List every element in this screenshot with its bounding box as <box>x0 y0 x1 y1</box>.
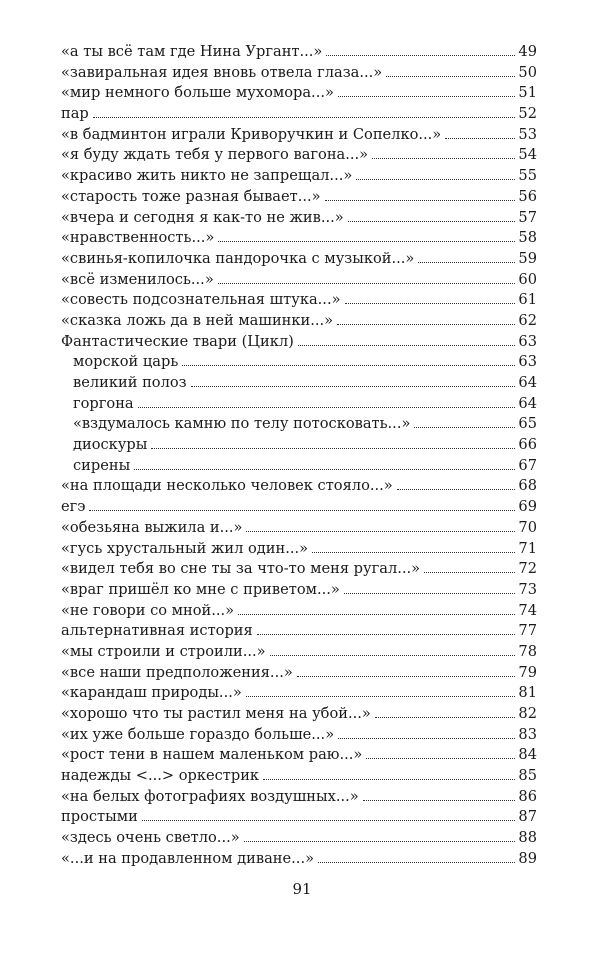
dot-leader <box>318 862 515 863</box>
toc-entry-title: простыми <box>61 808 138 826</box>
dot-leader <box>138 407 516 408</box>
toc-entry-title: великий полоз <box>73 374 187 391</box>
toc-entry-page: 71 <box>518 539 537 557</box>
toc-entry-title: «старость тоже разная бывает...» <box>61 187 321 205</box>
dot-leader <box>151 448 515 449</box>
toc-entry-page: 83 <box>518 725 537 743</box>
toc-entry-page: 55 <box>518 167 537 185</box>
toc-entry-title: «видел тебя во сне ты за что-то меня ругал...» <box>61 560 421 578</box>
dot-leader <box>142 820 516 821</box>
toc-entry <box>61 663 537 684</box>
toc-entry-title: пар <box>61 105 89 123</box>
toc-entry-page: 68 <box>518 477 537 495</box>
toc-entry <box>61 642 537 663</box>
toc-entry-page: 63 <box>518 353 537 371</box>
dot-leader <box>372 158 515 159</box>
dot-leader <box>344 593 516 594</box>
toc-entry-title: «красиво жить никто не запрещал...» <box>61 167 353 185</box>
toc-entry-title: «я буду ждать тебя у первого вагона...» <box>61 146 369 164</box>
toc-entry-page: 73 <box>518 580 537 598</box>
toc-entry-page: 77 <box>518 622 537 640</box>
toc-entry-page: 86 <box>518 787 537 805</box>
toc-entry <box>61 311 537 332</box>
page-number: 91 <box>292 880 312 898</box>
toc-entry-title: «в бадминтон играли Криворучкин и Сопелко...» <box>61 125 442 143</box>
toc-entry-title: «гусь хрустальный жил один...» <box>61 539 309 557</box>
toc-entry-title: альтернативная история <box>61 622 253 640</box>
toc-entry <box>61 559 537 580</box>
toc-entry <box>61 104 537 125</box>
dot-leader <box>337 324 515 325</box>
dot-leader <box>445 138 515 139</box>
toc-entry <box>61 828 537 849</box>
toc-entry <box>61 601 537 622</box>
toc-entry-page: 70 <box>518 518 537 536</box>
toc-entry <box>61 539 537 560</box>
toc-entry-title: егэ <box>61 498 86 516</box>
toc-entry-title: «на белых фотографиях воздушных...» <box>61 787 359 805</box>
toc-entry-title: «а ты всё там где Нина Ургант...» <box>61 43 323 60</box>
toc-entry <box>61 580 537 601</box>
dot-leader <box>418 262 515 263</box>
toc-entry-page: 49 <box>518 43 537 60</box>
toc-entry-page: 62 <box>518 311 537 329</box>
toc-entry-title: «сказка ложь да в ней машинки...» <box>61 311 334 329</box>
toc-entry-page: 65 <box>518 415 537 433</box>
dot-leader <box>348 221 516 222</box>
toc-entry <box>61 166 537 187</box>
toc-entry-page: 87 <box>518 808 537 826</box>
toc-entry <box>61 394 537 415</box>
toc-entry-page: 64 <box>518 374 537 391</box>
dot-leader <box>424 572 515 573</box>
toc-entry-page: 66 <box>518 436 537 454</box>
dot-leader <box>363 800 516 801</box>
dot-leader <box>298 345 516 346</box>
toc-entry-page: 79 <box>518 663 537 681</box>
toc-entry-title: «мир немного больше мухомора...» <box>61 84 334 102</box>
toc-entry <box>61 456 537 477</box>
toc-entry-page: 74 <box>518 601 537 619</box>
toc-entry-title: «их уже больше гораздо больше...» <box>61 725 335 743</box>
table-of-contents <box>61 42 537 870</box>
toc-entry <box>61 187 537 208</box>
toc-entry-title: надежды <...> оркестрик <box>61 767 260 785</box>
toc-entry-page: 61 <box>518 291 537 309</box>
toc-entry-page: 81 <box>518 684 537 702</box>
toc-entry-page: 85 <box>518 767 537 785</box>
toc-entry-page: 51 <box>518 84 537 102</box>
toc-entry <box>61 518 537 539</box>
toc-entry <box>61 208 537 229</box>
dot-leader <box>366 758 515 759</box>
dot-leader <box>244 841 516 842</box>
dot-leader <box>325 200 516 201</box>
toc-entry-page: 89 <box>518 849 537 867</box>
toc-entry <box>61 497 537 518</box>
toc-entry <box>61 145 537 166</box>
toc-entry-title: «все наши предположения...» <box>61 663 293 681</box>
dot-leader <box>338 738 515 739</box>
dot-leader <box>297 676 516 677</box>
dot-leader <box>218 283 516 284</box>
toc-entry <box>61 290 537 311</box>
toc-entry-page: 54 <box>518 146 537 164</box>
toc-entry <box>61 42 537 63</box>
toc-entry <box>61 766 537 787</box>
toc-entry-page: 78 <box>518 642 537 660</box>
toc-entry-title: «враг пришёл ко мне с приветом...» <box>61 580 340 598</box>
toc-entry <box>61 435 537 456</box>
toc-entry <box>61 373 537 394</box>
toc-entry <box>61 476 537 497</box>
toc-entry <box>61 683 537 704</box>
dot-leader <box>338 96 516 97</box>
toc-entry-title: «завиральная идея вновь отвела глаза...» <box>61 63 383 81</box>
toc-entry <box>61 352 537 373</box>
toc-entry-title: «вчера и сегодня я как-то не жив...» <box>61 208 344 226</box>
toc-entry <box>61 83 537 104</box>
dot-leader <box>414 427 515 428</box>
toc-entry-page: 63 <box>518 332 537 350</box>
dot-leader <box>386 76 515 77</box>
dot-leader <box>263 779 515 780</box>
toc-entry-title: «не говори со мной...» <box>61 601 235 619</box>
toc-entry-title: «карандаш природы...» <box>61 684 242 702</box>
dot-leader <box>238 614 515 615</box>
toc-entry-page: 57 <box>518 208 537 226</box>
toc-entry-title: «вздумалось камню по телу потосковать...» <box>73 415 411 433</box>
dot-leader <box>182 365 515 366</box>
toc-entry-title: морской царь <box>73 353 179 371</box>
dot-leader <box>246 696 516 697</box>
toc-entry-page: 72 <box>518 560 537 578</box>
toc-entry-page: 69 <box>518 498 537 516</box>
toc-entry-page: 53 <box>518 125 537 143</box>
dot-leader <box>191 386 516 387</box>
dot-leader <box>89 510 515 511</box>
toc-entry <box>61 621 537 642</box>
toc-entry <box>61 228 537 249</box>
toc-entry-page: 84 <box>518 746 537 764</box>
toc-entry <box>61 414 537 435</box>
toc-entry-title: Фантастические твари (Цикл) <box>61 332 294 350</box>
toc-entry-title: «...и на продавленном диване...» <box>61 849 315 867</box>
dot-leader <box>134 469 515 470</box>
toc-entry <box>61 787 537 808</box>
toc-entry-title: горгона <box>73 394 134 412</box>
dot-leader <box>93 117 516 118</box>
toc-entry <box>61 704 537 725</box>
dot-leader <box>397 489 516 490</box>
toc-entry <box>61 63 537 84</box>
toc-entry <box>61 725 537 746</box>
dot-leader <box>218 241 515 242</box>
toc-entry-title: диоскуры <box>73 436 148 454</box>
toc-entry-title: «обезьяна выжила и...» <box>61 518 243 536</box>
toc-entry-title: «нравственность...» <box>61 229 215 247</box>
toc-entry-title: сирены <box>73 456 131 474</box>
toc-entry-page: 52 <box>518 105 537 123</box>
toc-entry <box>61 807 537 828</box>
toc-entry-page: 59 <box>518 249 537 267</box>
toc-entry-title: «совесть подсознательная штука...» <box>61 291 341 309</box>
toc-entry-title: «хорошо что ты растил меня на убой...» <box>61 705 371 722</box>
toc-entry-page: 88 <box>518 829 537 847</box>
toc-entry-title: «мы строили и строили...» <box>61 642 266 660</box>
dot-leader <box>356 179 515 180</box>
dot-leader <box>270 655 516 656</box>
dot-leader <box>345 303 516 304</box>
toc-entry-page: 82 <box>518 705 537 722</box>
toc-entry-page: 67 <box>518 456 537 474</box>
toc-entry <box>61 745 537 766</box>
toc-entry <box>61 249 537 270</box>
dot-leader <box>375 717 516 718</box>
toc-entry-title: «на площади несколько человек стояло...» <box>61 477 393 495</box>
toc-entry <box>61 270 537 291</box>
dot-leader <box>257 634 516 635</box>
toc-entry <box>61 125 537 146</box>
toc-entry <box>61 849 537 870</box>
toc-entry-page: 50 <box>518 63 537 81</box>
toc-entry-title: «свинья-копилочка пандорочка с музыкой...» <box>61 249 415 267</box>
toc-entry-page: 64 <box>518 394 537 412</box>
toc-entry-page: 60 <box>518 270 537 288</box>
toc-entry-title: «здесь очень светло...» <box>61 829 240 847</box>
toc-entry-title: «рост тени в нашем маленьком раю...» <box>61 746 363 764</box>
toc-entry-page: 56 <box>518 187 537 205</box>
toc-entry <box>61 332 537 353</box>
toc-entry-title: «всё изменилось...» <box>61 270 214 288</box>
dot-leader <box>312 552 515 553</box>
dot-leader <box>246 531 515 532</box>
toc-entry-page: 58 <box>518 229 537 247</box>
dot-leader <box>326 55 515 56</box>
